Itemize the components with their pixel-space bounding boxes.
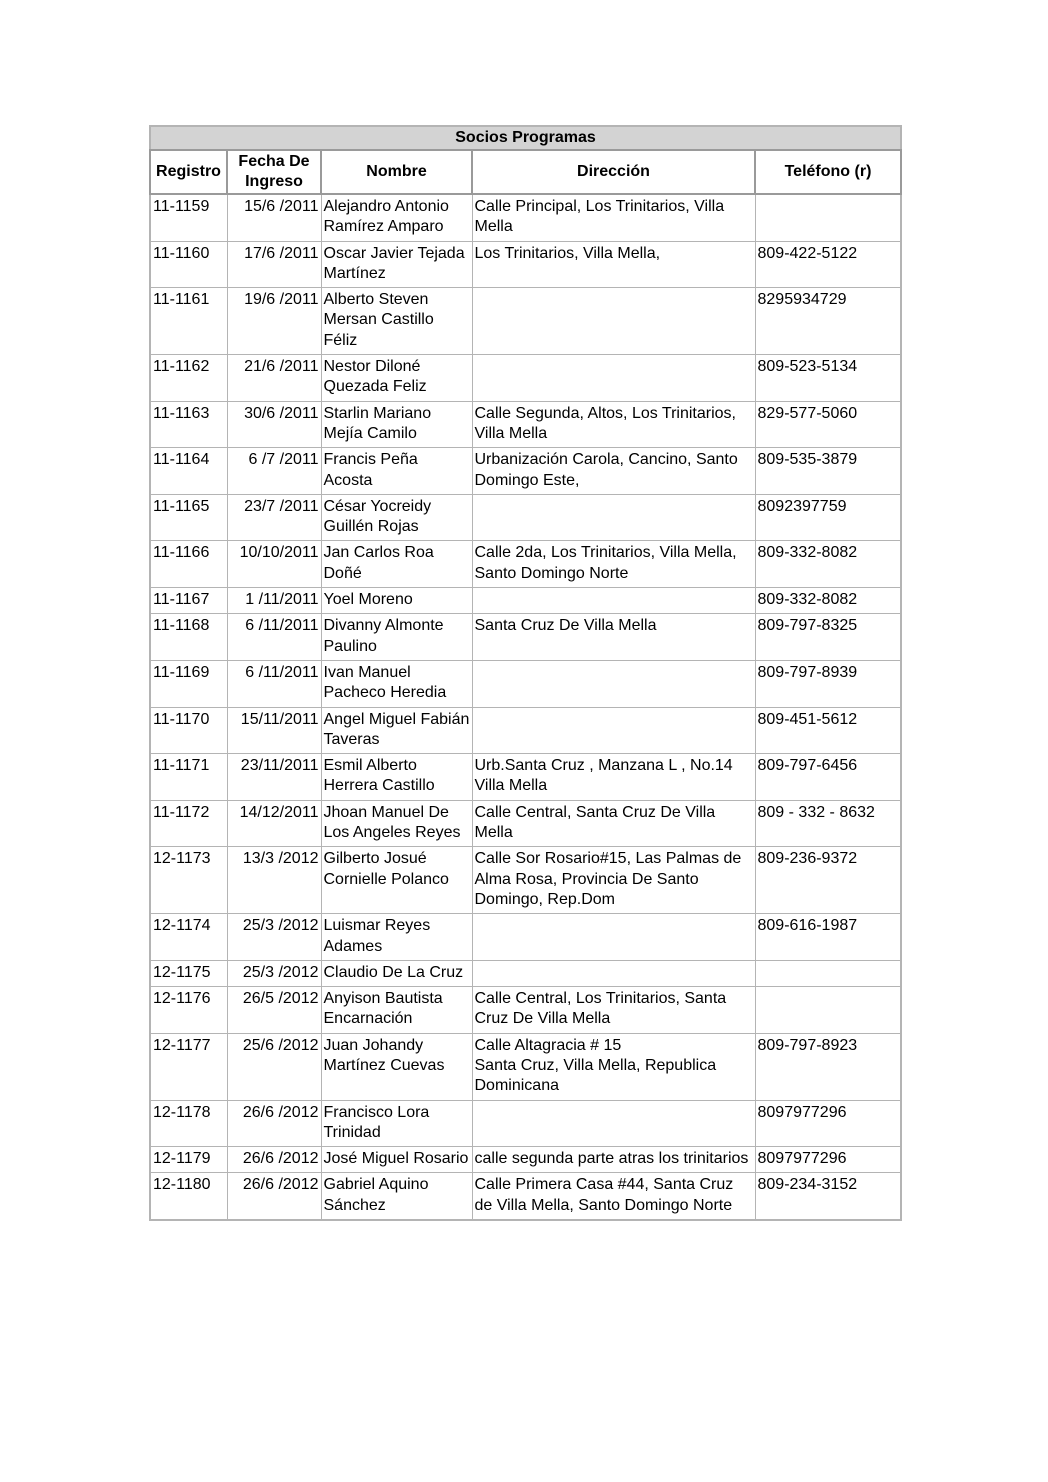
cell-direccion xyxy=(472,1033,755,1100)
cell-nombre xyxy=(321,707,472,754)
cell-fecha-text: 10/10/2011 xyxy=(239,544,319,562)
cell-telefono-text: 8092397759 xyxy=(757,497,847,515)
cell-direccion-text: Calle Central, Los Trinitarios, Santa Cruz De Villa Mella xyxy=(474,990,727,1028)
cell-direccion xyxy=(472,588,755,614)
cell-registro xyxy=(150,1147,227,1173)
cell-telefono-text: 809-332-8082 xyxy=(757,591,858,609)
cell-registro xyxy=(150,960,227,986)
cell-registro-text: 11-1162 xyxy=(153,358,210,376)
table-row xyxy=(150,588,901,614)
cell-telefono xyxy=(755,614,901,661)
table-row xyxy=(150,800,901,847)
cell-direccion xyxy=(472,660,755,707)
cell-registro-text: 11-1165 xyxy=(153,497,210,515)
cell-direccion-text: Calle Sor Rosario#15, Las Palmas de Alma Rosa, Provincia De Santo Domingo, Rep.Dom xyxy=(474,850,742,908)
cell-fecha xyxy=(227,494,321,541)
cell-telefono-text: 809-535-3879 xyxy=(757,451,858,469)
cell-telefono xyxy=(755,847,901,914)
cell-nombre xyxy=(321,448,472,495)
cell-direccion xyxy=(472,288,755,355)
cell-fecha xyxy=(227,194,321,241)
cell-fecha-text: 26/6 /2012 xyxy=(242,1176,319,1194)
cell-direccion-text: Calle Primera Casa #44, Santa Cruz de Villa Mella, Santo Domingo Norte xyxy=(474,1176,734,1214)
cell-nombre-text: Alejandro Antonio Ramírez Amparo xyxy=(323,198,449,236)
cell-telefono xyxy=(755,914,901,961)
cell-telefono xyxy=(755,241,901,288)
cell-fecha-text: 26/5 /2012 xyxy=(242,990,319,1008)
cell-direccion xyxy=(472,494,755,541)
cell-telefono-text: 809-523-5134 xyxy=(757,358,858,376)
cell-telefono xyxy=(755,588,901,614)
table-row xyxy=(150,660,901,707)
cell-registro xyxy=(150,194,227,241)
header-fecha-line2: Ingreso xyxy=(245,173,303,190)
cell-registro-text: 12-1180 xyxy=(153,1176,211,1194)
cell-telefono xyxy=(755,288,901,355)
cell-direccion xyxy=(472,355,755,402)
cell-fecha xyxy=(227,541,321,588)
cell-direccion-text: Calle Altagracia # 15 xyxy=(474,1036,622,1054)
cell-telefono-text: 809-797-6456 xyxy=(757,757,858,775)
cell-registro xyxy=(150,241,227,288)
cell-nombre xyxy=(321,1147,472,1173)
cell-nombre xyxy=(321,914,472,961)
cell-telefono xyxy=(755,754,901,801)
cell-registro-text: 11-1168 xyxy=(153,617,210,635)
cell-fecha xyxy=(227,355,321,402)
cell-telefono xyxy=(755,660,901,707)
cell-direccion-text: Calle Segunda, Altos, Los Trinitarios, Villa Mella xyxy=(474,404,736,442)
table-row xyxy=(150,288,901,355)
cell-nombre-text: Oscar Javier Tejada Martínez xyxy=(323,244,465,282)
cell-nombre xyxy=(321,1100,472,1147)
cell-nombre-text: Anyison Bautista Encarnación xyxy=(323,990,443,1028)
cell-direccion-text: Santo Domingo Norte xyxy=(474,564,629,582)
cell-nombre xyxy=(321,754,472,801)
cell-telefono-text: 8295934729 xyxy=(757,291,847,309)
cell-registro-text: 11-1166 xyxy=(153,544,210,562)
table-title: Socios Programas xyxy=(150,126,901,150)
cell-nombre-text: Divanny Almonte Paulino xyxy=(323,617,444,655)
cell-telefono-text: 809-451-5612 xyxy=(757,710,858,728)
cell-direccion-text: Santa Cruz De Villa Mella xyxy=(474,617,657,635)
table-row xyxy=(150,1173,901,1220)
cell-fecha xyxy=(227,1033,321,1100)
cell-telefono-text: 809-422-5122 xyxy=(757,244,858,262)
cell-nombre-text: Starlin Mariano Mejía Camilo xyxy=(323,404,432,442)
table-row xyxy=(150,194,901,241)
cell-direccion xyxy=(472,1173,755,1220)
cell-registro-text: 12-1173 xyxy=(153,850,211,868)
table-row xyxy=(150,754,901,801)
members-table xyxy=(149,125,902,1221)
cell-registro-text: 12-1176 xyxy=(153,990,211,1008)
cell-registro xyxy=(150,541,227,588)
cell-nombre xyxy=(321,660,472,707)
cell-registro-text: 11-1159 xyxy=(153,198,210,215)
cell-fecha-text: 23/11/2011 xyxy=(240,757,319,775)
cell-telefono xyxy=(755,1147,901,1173)
cell-nombre xyxy=(321,401,472,448)
cell-fecha xyxy=(227,241,321,288)
cell-registro-text: 11-1167 xyxy=(153,591,210,609)
cell-direccion xyxy=(472,241,755,288)
cell-fecha-text: 15/6 /2011 xyxy=(244,198,319,215)
cell-nombre xyxy=(321,847,472,914)
cell-fecha xyxy=(227,847,321,914)
cell-direccion-text: Calle 2da, Los Trinitarios, Villa Mella, xyxy=(474,544,737,562)
cell-telefono xyxy=(755,541,901,588)
cell-fecha xyxy=(227,588,321,614)
cell-registro-text: 12-1178 xyxy=(153,1103,211,1121)
cell-telefono-text: 809-234-3152 xyxy=(757,1176,858,1194)
cell-nombre xyxy=(321,800,472,847)
cell-fecha xyxy=(227,754,321,801)
cell-registro-text: 12-1179 xyxy=(153,1150,211,1168)
cell-fecha-text: 26/6 /2012 xyxy=(242,1103,319,1121)
cell-registro xyxy=(150,448,227,495)
cell-telefono xyxy=(755,960,901,986)
cell-registro-text: 11-1169 xyxy=(153,663,210,681)
cell-direccion xyxy=(472,1100,755,1147)
cell-fecha-text: 25/3 /2012 xyxy=(242,917,319,935)
table-row xyxy=(150,960,901,986)
cell-registro xyxy=(150,355,227,402)
cell-telefono xyxy=(755,194,901,241)
cell-nombre xyxy=(321,355,472,402)
cell-nombre-text: Ivan Manuel Pacheco Heredia xyxy=(323,663,447,702)
cell-direccion xyxy=(472,541,755,588)
header-registro: Registro xyxy=(150,150,227,194)
cell-fecha-text: 25/3 /2012 xyxy=(242,963,319,981)
cell-registro xyxy=(150,847,227,914)
table-row xyxy=(150,1147,901,1173)
table-body xyxy=(150,194,901,1220)
cell-direccion xyxy=(472,914,755,961)
cell-registro xyxy=(150,707,227,754)
cell-registro-text: 12-1177 xyxy=(153,1036,211,1054)
cell-nombre xyxy=(321,194,472,241)
cell-registro xyxy=(150,800,227,847)
header-fecha xyxy=(227,150,321,194)
cell-registro xyxy=(150,1173,227,1220)
cell-nombre xyxy=(321,288,472,355)
cell-nombre-text: Francisco Lora Trinidad xyxy=(323,1103,430,1141)
cell-registro xyxy=(150,288,227,355)
cell-fecha xyxy=(227,914,321,961)
cell-nombre-text: Juan Johandy Martínez Cuevas xyxy=(323,1036,445,1074)
cell-telefono-text: 809-332-8082 xyxy=(757,544,858,562)
cell-registro xyxy=(150,987,227,1034)
table-row xyxy=(150,1100,901,1147)
cell-fecha-text: 15/11/2011 xyxy=(240,710,319,728)
cell-telefono xyxy=(755,1033,901,1100)
cell-telefono-text: 829-577-5060 xyxy=(757,404,858,422)
cell-fecha-text: 1 /11/2011 xyxy=(245,591,319,609)
cell-nombre-text: Yoel Moreno xyxy=(323,591,413,609)
cell-registro-text: 11-1160 xyxy=(153,244,210,262)
cell-nombre-text: Nestor Diloné Quezada Feliz xyxy=(323,358,427,396)
header-telefono: Teléfono (r) xyxy=(755,150,901,194)
cell-nombre-text: Gabriel Aquino Sánchez xyxy=(323,1176,429,1214)
cell-fecha xyxy=(227,448,321,495)
cell-telefono-text: 809-236-9372 xyxy=(757,850,858,868)
cell-telefono-text: 809-797-8923 xyxy=(757,1036,858,1054)
cell-fecha-text: 30/6 /2011 xyxy=(244,404,319,422)
cell-registro-text: 11-1171 xyxy=(153,757,210,775)
cell-direccion-text: Urbanización Carola, Cancino, Santo Domingo Este, xyxy=(474,451,738,489)
cell-fecha-text: 6 /11/2011 xyxy=(245,663,319,681)
cell-nombre-text: Angel Miguel Fabián Taveras xyxy=(323,710,470,748)
cell-direccion xyxy=(472,194,755,241)
cell-telefono-text: 809-616-1987 xyxy=(757,917,858,935)
table-row xyxy=(150,241,901,288)
cell-direccion xyxy=(472,707,755,754)
cell-fecha xyxy=(227,1147,321,1173)
cell-telefono xyxy=(755,800,901,847)
cell-fecha-text: 19/6 /2011 xyxy=(244,291,319,309)
cell-nombre-text: Claudio De La Cruz xyxy=(323,963,464,981)
cell-registro xyxy=(150,914,227,961)
cell-direccion xyxy=(472,847,755,914)
cell-direccion xyxy=(472,614,755,661)
cell-registro-text: 11-1164 xyxy=(153,451,210,469)
cell-direccion-text: Calle Central, Santa Cruz De Villa Mella xyxy=(474,803,716,842)
cell-nombre xyxy=(321,494,472,541)
cell-registro xyxy=(150,401,227,448)
cell-fecha xyxy=(227,707,321,754)
cell-direccion xyxy=(472,448,755,495)
cell-direccion xyxy=(472,1147,755,1173)
cell-nombre-text: Esmil Alberto Herrera Castillo xyxy=(323,757,435,795)
cell-fecha xyxy=(227,401,321,448)
cell-direccion xyxy=(472,960,755,986)
cell-fecha-text: 21/6 /2011 xyxy=(244,358,319,376)
cell-registro-text: 11-1170 xyxy=(153,710,210,728)
cell-fecha xyxy=(227,987,321,1034)
cell-direccion-text: Los Trinitarios, Villa Mella, xyxy=(474,244,661,262)
cell-nombre xyxy=(321,588,472,614)
cell-registro-text: 11-1172 xyxy=(153,803,210,821)
cell-nombre xyxy=(321,541,472,588)
cell-nombre-text: Jhoan Manuel De Los Angeles Reyes xyxy=(323,803,461,842)
cell-registro-text: 12-1175 xyxy=(153,963,211,981)
cell-direccion-text: Urb.Santa Cruz , Manzana L , No.14 Villa Mella xyxy=(474,757,733,795)
cell-telefono xyxy=(755,355,901,402)
cell-nombre xyxy=(321,960,472,986)
cell-fecha xyxy=(227,288,321,355)
cell-direccion-text: Santa Cruz, Villa Mella, Republica Dominicana xyxy=(474,1056,717,1095)
header-direccion: Dirección xyxy=(472,150,755,194)
cell-nombre-text: Gilberto Josué Cornielle Polanco xyxy=(323,850,449,888)
cell-telefono-text: 8097977296 xyxy=(757,1103,847,1121)
cell-fecha xyxy=(227,660,321,707)
cell-fecha xyxy=(227,614,321,661)
cell-fecha-text: 23/7 /2011 xyxy=(244,497,319,515)
cell-telefono xyxy=(755,494,901,541)
table-row xyxy=(150,355,901,402)
cell-direccion-text: Calle Principal, Los Trinitarios, Villa Mella xyxy=(474,198,725,236)
cell-fecha-text: 13/3 /2012 xyxy=(242,850,319,868)
cell-direccion xyxy=(472,987,755,1034)
cell-direccion-text: calle segunda parte atras los trinitarios xyxy=(474,1150,749,1168)
title-row xyxy=(150,126,901,150)
cell-fecha-text: 25/6 /2012 xyxy=(242,1036,319,1054)
header-nombre: Nombre xyxy=(321,150,472,194)
cell-registro-text: 12-1174 xyxy=(153,917,211,935)
cell-nombre-text: Luismar Reyes Adames xyxy=(323,917,431,955)
cell-nombre-text: Francis Peña Acosta xyxy=(323,451,418,489)
cell-fecha xyxy=(227,800,321,847)
cell-telefono-text: 809-797-8325 xyxy=(757,617,858,635)
cell-direccion xyxy=(472,800,755,847)
header-row xyxy=(150,150,901,194)
cell-nombre-text: Jan Carlos Roa Doñé xyxy=(323,544,434,582)
cell-registro-text: 11-1163 xyxy=(153,404,210,422)
cell-telefono-text: 809-797-8939 xyxy=(757,663,858,681)
table-row xyxy=(150,541,901,588)
cell-direccion xyxy=(472,401,755,448)
cell-nombre-text: José Miguel Rosario xyxy=(323,1150,469,1168)
cell-telefono xyxy=(755,1173,901,1220)
table-row xyxy=(150,494,901,541)
cell-telefono xyxy=(755,1100,901,1147)
cell-fecha-text: 14/12/2011 xyxy=(239,803,319,821)
table-row xyxy=(150,707,901,754)
cell-fecha-text: 6 /11/2011 xyxy=(245,617,319,635)
table-row xyxy=(150,1033,901,1100)
cell-registro xyxy=(150,588,227,614)
cell-registro-text: 11-1161 xyxy=(153,291,210,309)
table-row xyxy=(150,614,901,661)
cell-nombre xyxy=(321,1173,472,1220)
cell-direccion xyxy=(472,754,755,801)
cell-telefono xyxy=(755,987,901,1034)
cell-fecha xyxy=(227,960,321,986)
cell-telefono xyxy=(755,707,901,754)
cell-registro xyxy=(150,754,227,801)
cell-nombre-text: Alberto Steven Mersan Castillo Féliz xyxy=(323,291,434,349)
cell-fecha-text: 17/6 /2011 xyxy=(244,244,319,262)
cell-telefono xyxy=(755,401,901,448)
cell-fecha-text: 26/6 /2012 xyxy=(242,1150,319,1168)
cell-telefono xyxy=(755,448,901,495)
table-row xyxy=(150,987,901,1034)
table-row xyxy=(150,401,901,448)
cell-registro xyxy=(150,494,227,541)
cell-nombre xyxy=(321,987,472,1034)
cell-registro xyxy=(150,660,227,707)
cell-fecha-text: 6 /7 /2011 xyxy=(248,451,319,469)
cell-registro xyxy=(150,1100,227,1147)
cell-registro xyxy=(150,614,227,661)
table-row xyxy=(150,914,901,961)
cell-registro xyxy=(150,1033,227,1100)
cell-fecha xyxy=(227,1173,321,1220)
cell-nombre xyxy=(321,1033,472,1100)
cell-nombre-text: César Yocreidy Guillén Rojas xyxy=(323,497,432,536)
cell-nombre xyxy=(321,614,472,661)
cell-telefono-text: 8097977296 xyxy=(757,1150,847,1168)
table-row xyxy=(150,448,901,495)
header-fecha-line1: Fecha De xyxy=(238,153,310,170)
table-row xyxy=(150,847,901,914)
cell-nombre xyxy=(321,241,472,288)
cell-fecha xyxy=(227,1100,321,1147)
cell-telefono-text: 809 - 332 - 8632 xyxy=(757,803,875,821)
